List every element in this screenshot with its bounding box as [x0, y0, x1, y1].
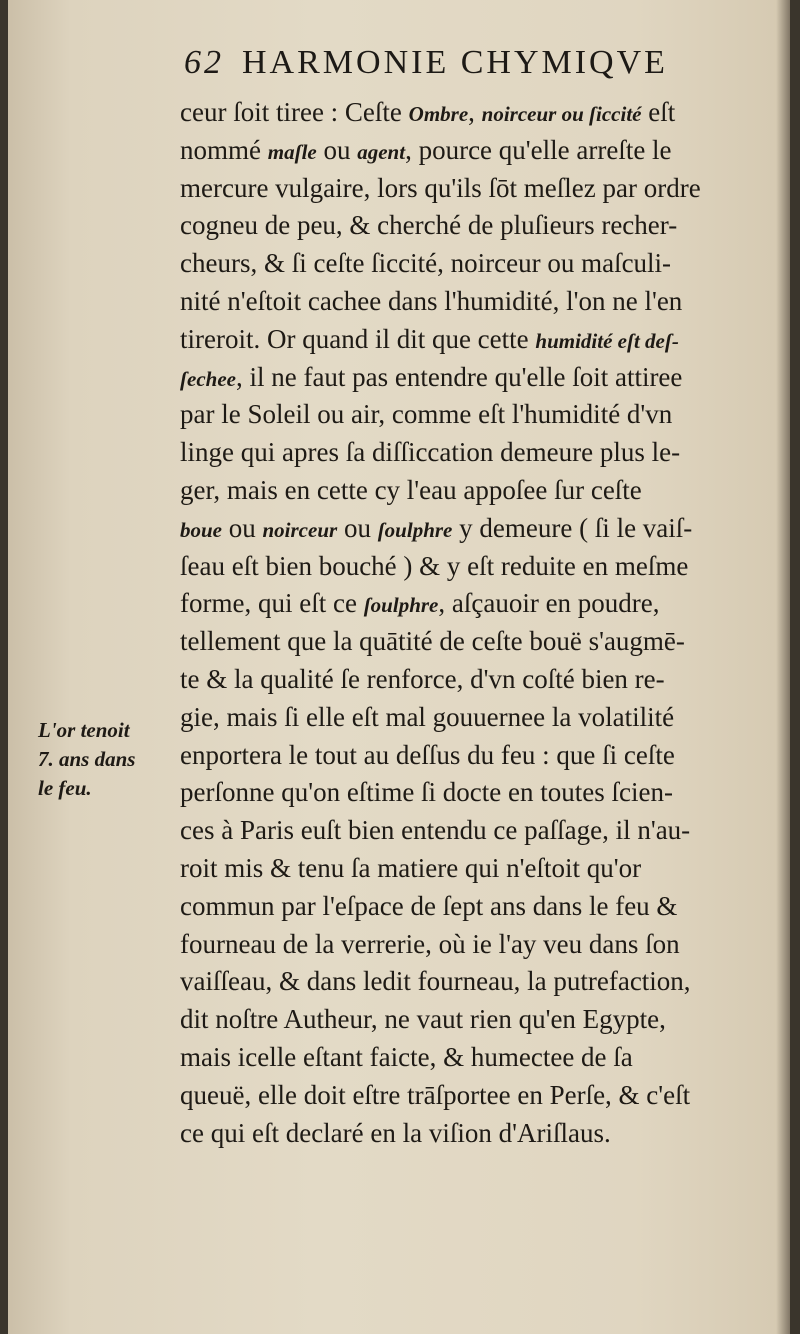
margin-note — [38, 716, 178, 803]
text-run: ces à Paris euſt bien entendu ce paſſage, il n'au- — [180, 815, 691, 846]
text-run: mercure vulgaire, lors qu'ils ſōt meſlez par ordre — [180, 172, 701, 203]
text-run: ger, mais en cette cy l'eau appoſee ſur ceſte — [180, 474, 642, 505]
italic-phrase: noirceur ou ſiccité — [481, 102, 642, 126]
running-head — [184, 44, 784, 82]
text-line — [180, 926, 790, 964]
italic-phrase: maſle — [267, 139, 317, 164]
text-line — [180, 585, 790, 623]
italic-phrase: ſechee — [180, 366, 236, 391]
text-run: commun par l'eſpace de ſept ans dans le feu & — [180, 890, 678, 921]
text-line — [180, 812, 790, 850]
margin-note-line: le feu. — [38, 776, 92, 800]
text-line — [180, 207, 790, 245]
text-line — [180, 1115, 790, 1153]
text-run: mais icelle eſtant faicte, & humectee de ſa — [180, 1041, 633, 1072]
text-run: ou — [222, 512, 263, 543]
text-run: ou — [337, 512, 378, 543]
text-line — [180, 472, 790, 510]
text-line — [180, 434, 790, 472]
text-line — [180, 850, 790, 888]
text-run: ceur ſoit tiree : Ceſte — [180, 97, 409, 127]
text-run: cheurs, & ſi ceſte ſiccité, noirceur ou maſculi- — [180, 248, 672, 279]
text-run: dit noſtre Autheur, ne vaut rien qu'en Egypte, — [180, 1004, 666, 1035]
italic-phrase: noirceur — [262, 517, 338, 542]
text-run: fourneau de la verrerie, où ie l'ay veu dans ſon — [180, 928, 680, 959]
text-run: , il ne faut pas entendre qu'elle ſoit attiree — [235, 361, 683, 392]
italic-phrase: agent — [357, 139, 406, 164]
text-run: queuë, elle doit eſtre trāſportee en Perſe, & c'eſt — [180, 1079, 691, 1110]
text-line — [180, 888, 790, 926]
text-line — [180, 774, 790, 812]
text-run: ſeau eſt bien bouché ) & y eſt reduite en meſme — [180, 550, 689, 581]
text-line — [180, 510, 790, 548]
text-line — [180, 132, 790, 170]
text-run: gie, mais ſi elle eſt mal gouuernee la volatilité — [180, 701, 675, 732]
text-run: tireroit. Or quand il dit que cette — [180, 323, 536, 354]
text-run: enportera le tout au deſſus du feu : que ſi ceſte — [180, 739, 675, 770]
text-run: , — [468, 97, 482, 127]
text-run: nité n'eſtoit cachee dans l'humidité, l'on ne l'en — [180, 285, 683, 316]
margin-note-line: L'or tenoit — [38, 718, 130, 742]
italic-phrase: humidité eſt deſ- — [535, 328, 679, 353]
text-run: y demeure ( ſi le vaiſ- — [452, 512, 693, 543]
text-run: ou — [316, 134, 358, 165]
text-line — [180, 396, 790, 434]
text-line — [180, 623, 790, 661]
italic-phrase: ſoulphre — [363, 593, 439, 618]
text-line — [180, 737, 790, 775]
text-line — [180, 170, 790, 208]
text-run: eſt — [641, 97, 676, 127]
text-run: linge qui apres ſa diſſiccation demeure plus le- — [180, 437, 681, 468]
body-text — [180, 94, 790, 1152]
italic-phrase: Ombre — [408, 102, 469, 126]
text-line — [180, 1077, 790, 1115]
text-run: ce qui eſt declaré en la viſion d'Ariſlaus. — [180, 1117, 611, 1148]
page-number: 62 — [184, 44, 224, 81]
text-run: , pource qu'elle arreſte le — [405, 134, 672, 165]
text-line — [180, 283, 790, 321]
text-run: te & la qualité ſe renforce, d'vn coſté bien re- — [180, 663, 665, 694]
text-run: nommé — [180, 134, 268, 165]
text-line — [180, 548, 790, 586]
text-run: roit mis & tenu ſa matiere qui n'eſtoit qu'or — [180, 852, 642, 883]
text-line — [180, 245, 790, 283]
text-line — [180, 321, 790, 359]
margin-note-line: 7. ans dans — [38, 747, 136, 771]
text-line — [180, 699, 790, 737]
text-run: par le Soleil ou air, comme eſt l'humidité d'vn — [180, 399, 673, 430]
text-line — [180, 1039, 790, 1077]
text-line — [180, 359, 790, 397]
text-run: cogneu de peu, & cherché de pluſieurs recher- — [180, 210, 678, 241]
text-line — [180, 661, 790, 699]
italic-phrase: ſoulphre — [377, 517, 453, 542]
text-run: tellement que la quātité de ceſte bouë s'augmē- — [180, 626, 685, 657]
text-line — [180, 94, 790, 132]
text-line — [180, 1001, 790, 1039]
text-run: , aſçauoir en poudre, — [438, 588, 660, 619]
italic-phrase: boue — [180, 517, 222, 542]
running-title: HARMONIE CHYMIQVE — [242, 44, 668, 81]
text-run: vaiſſeau, & dans ledit fourneau, la putrefaction, — [180, 966, 691, 997]
text-run: forme, qui eſt ce — [180, 588, 364, 619]
text-line — [180, 963, 790, 1001]
text-run: perſonne qu'on eſtime ſi docte en toutes ſcien- — [180, 777, 673, 808]
book-page — [8, 0, 790, 1334]
